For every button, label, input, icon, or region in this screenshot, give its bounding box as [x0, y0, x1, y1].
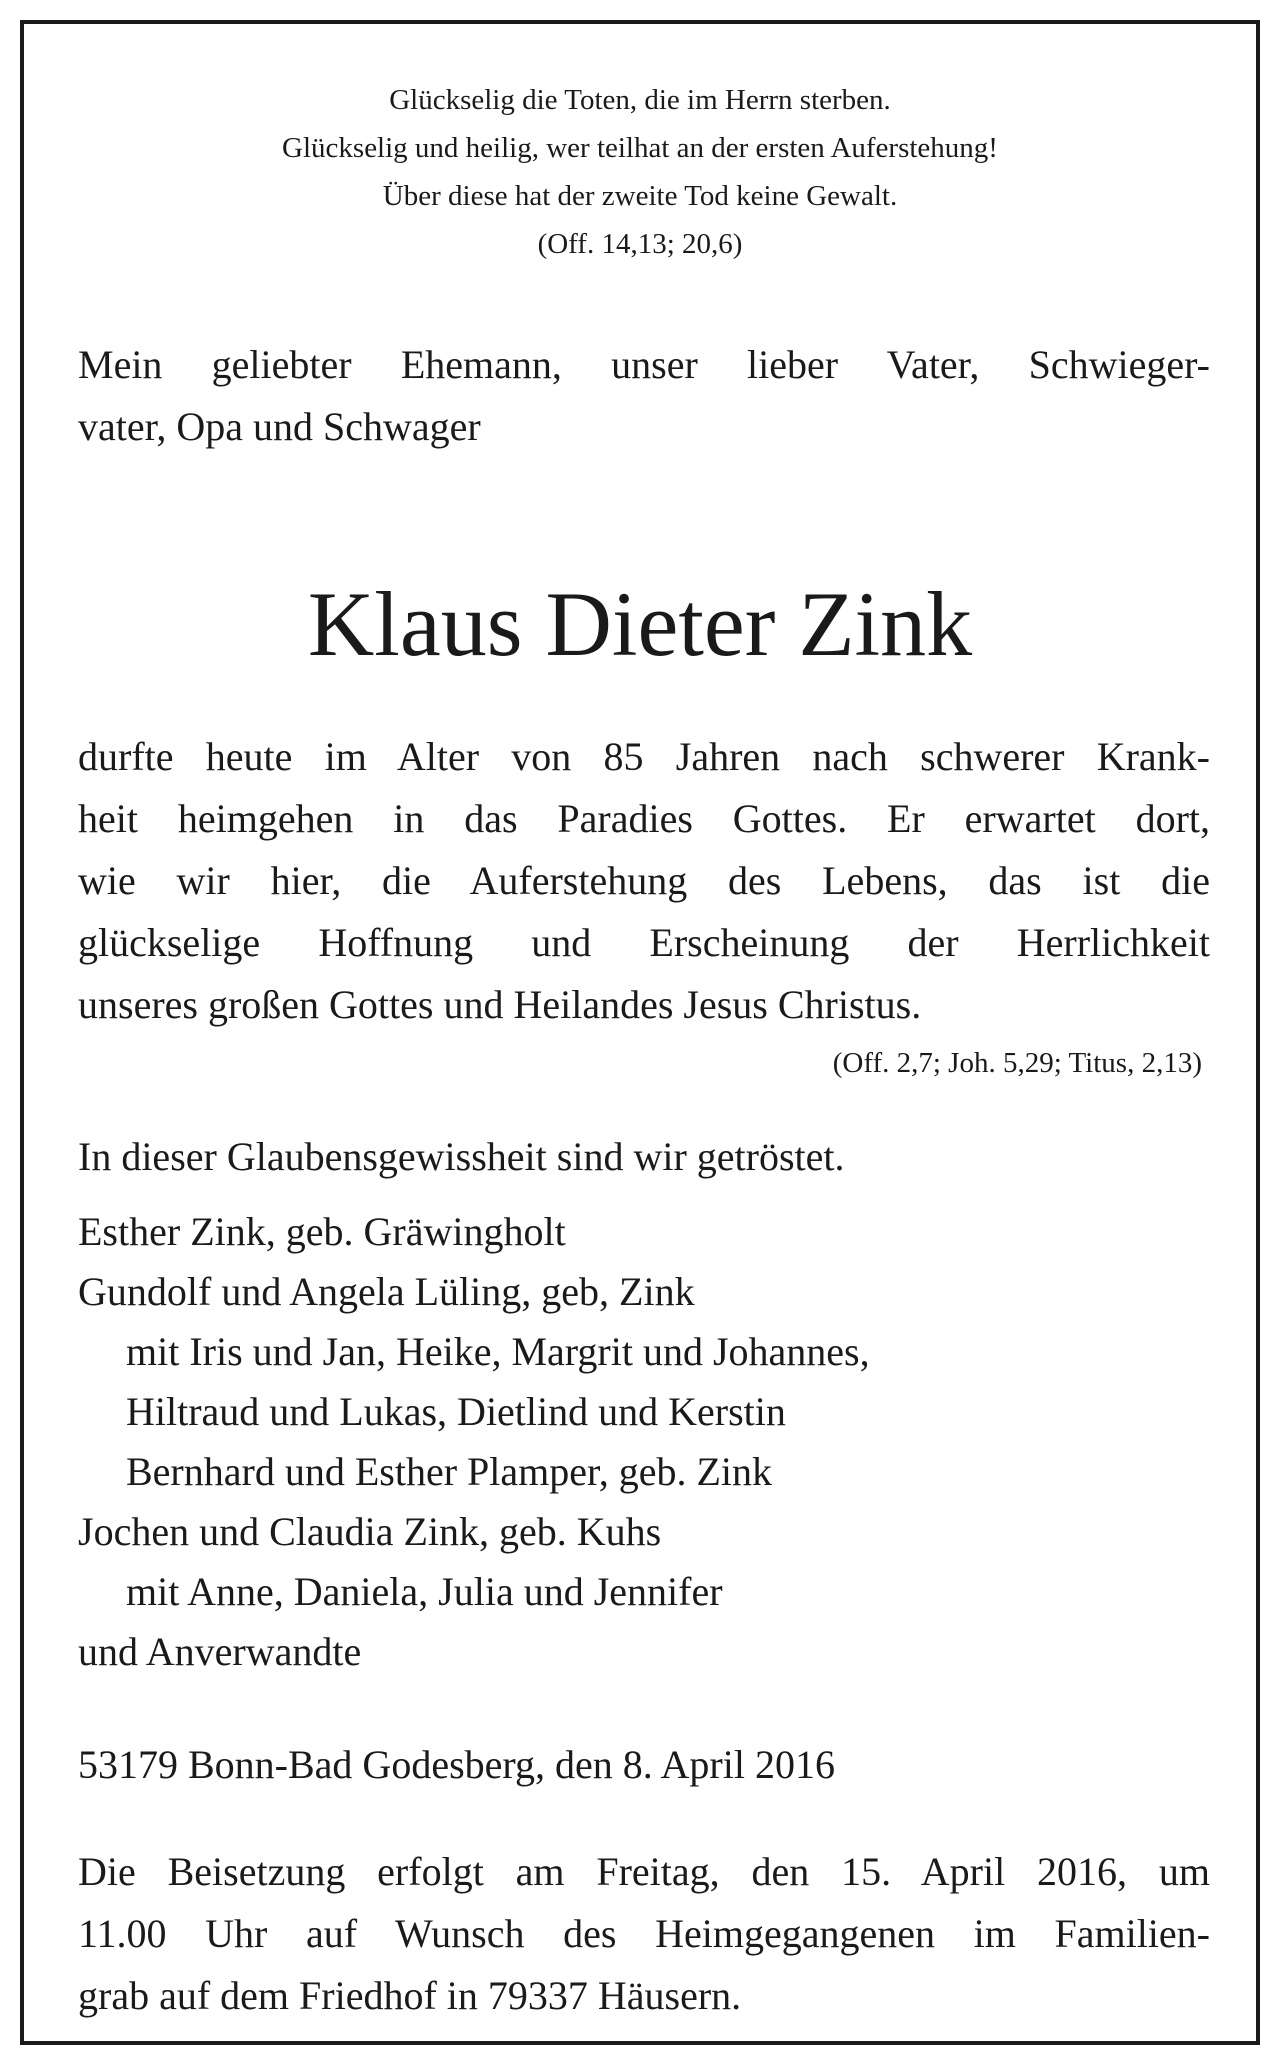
motto-line: Glückselig die Toten, die im Herrn sterben. [389, 84, 891, 116]
body-text [78, 726, 1210, 1036]
body-line: glückselige Hoffnung und Erscheinung der Herrlichkeit [78, 920, 1210, 965]
mourner-line: Esther Zink, geb. Gräwingholt [78, 1209, 566, 1254]
motto-reference: (Off. 14,13; 20,6) [537, 228, 743, 260]
intro-line: Mein geliebter Ehemann, unser lieber Vater, Schwieger- [78, 342, 1210, 387]
bible-verse-motto [24, 76, 1256, 268]
mourner-line-indented: mit Anne, Daniela, Julia und Jennifer [126, 1569, 723, 1614]
mourner-line-indented: mit Iris und Jan, Heike, Margrit und Johannes, [126, 1329, 870, 1374]
mourners-list [78, 1202, 870, 1682]
burial-info [78, 1841, 1210, 2027]
body-line: durfte heute im Alter von 85 Jahren nach schwerer Krank- [78, 734, 1210, 779]
body-line: wie wir hier, die Auferstehung des Lebens, das ist die [78, 858, 1210, 903]
body-line: heit heimgehen in das Paradies Gottes. Er erwartet dort, [78, 796, 1210, 841]
consolation-line: In dieser Glaubensgewissheit sind wir getröstet. [78, 1134, 845, 1179]
mourner-line-indented: Hiltraud und Lukas, Dietlind und Kerstin [126, 1389, 786, 1434]
body-line: unseres großen Gottes und Heilandes Jesus Christus. [78, 982, 922, 1027]
intro-text [78, 334, 1210, 458]
deceased-name: Klaus Dieter Zink [307, 573, 973, 675]
motto-line: Glückselig und heilig, wer teilhat an der ersten Auferstehung! [282, 132, 998, 164]
place-and-date: 53179 Bonn-Bad Godesberg, den 8. April 2016 [78, 1742, 835, 1787]
obituary-notice [20, 20, 1260, 2045]
mourner-line-indented: Bernhard und Esther Plamper, geb. Zink [126, 1449, 773, 1494]
motto-line: Über diese hat der zweite Tod keine Gewalt. [382, 180, 898, 212]
intro-line: vater, Opa und Schwager [78, 404, 481, 449]
mourner-line: Gundolf und Angela Lüling, geb, Zink [78, 1269, 695, 1314]
burial-line: grab auf dem Friedhof in 79337 Häusern. [78, 1973, 742, 2018]
mourner-line: und Anverwandte [78, 1629, 362, 1674]
burial-line: Die Beisetzung erfolgt am Freitag, den 15. April 2016, um [78, 1849, 1210, 1894]
scripture-reference: (Off. 2,7; Joh. 5,29; Titus, 2,13) [832, 1047, 1202, 1079]
burial-line: 11.00 Uhr auf Wunsch des Heimgegangenen im Familien- [78, 1911, 1210, 1956]
mourner-line: Jochen und Claudia Zink, geb. Kuhs [78, 1509, 662, 1554]
